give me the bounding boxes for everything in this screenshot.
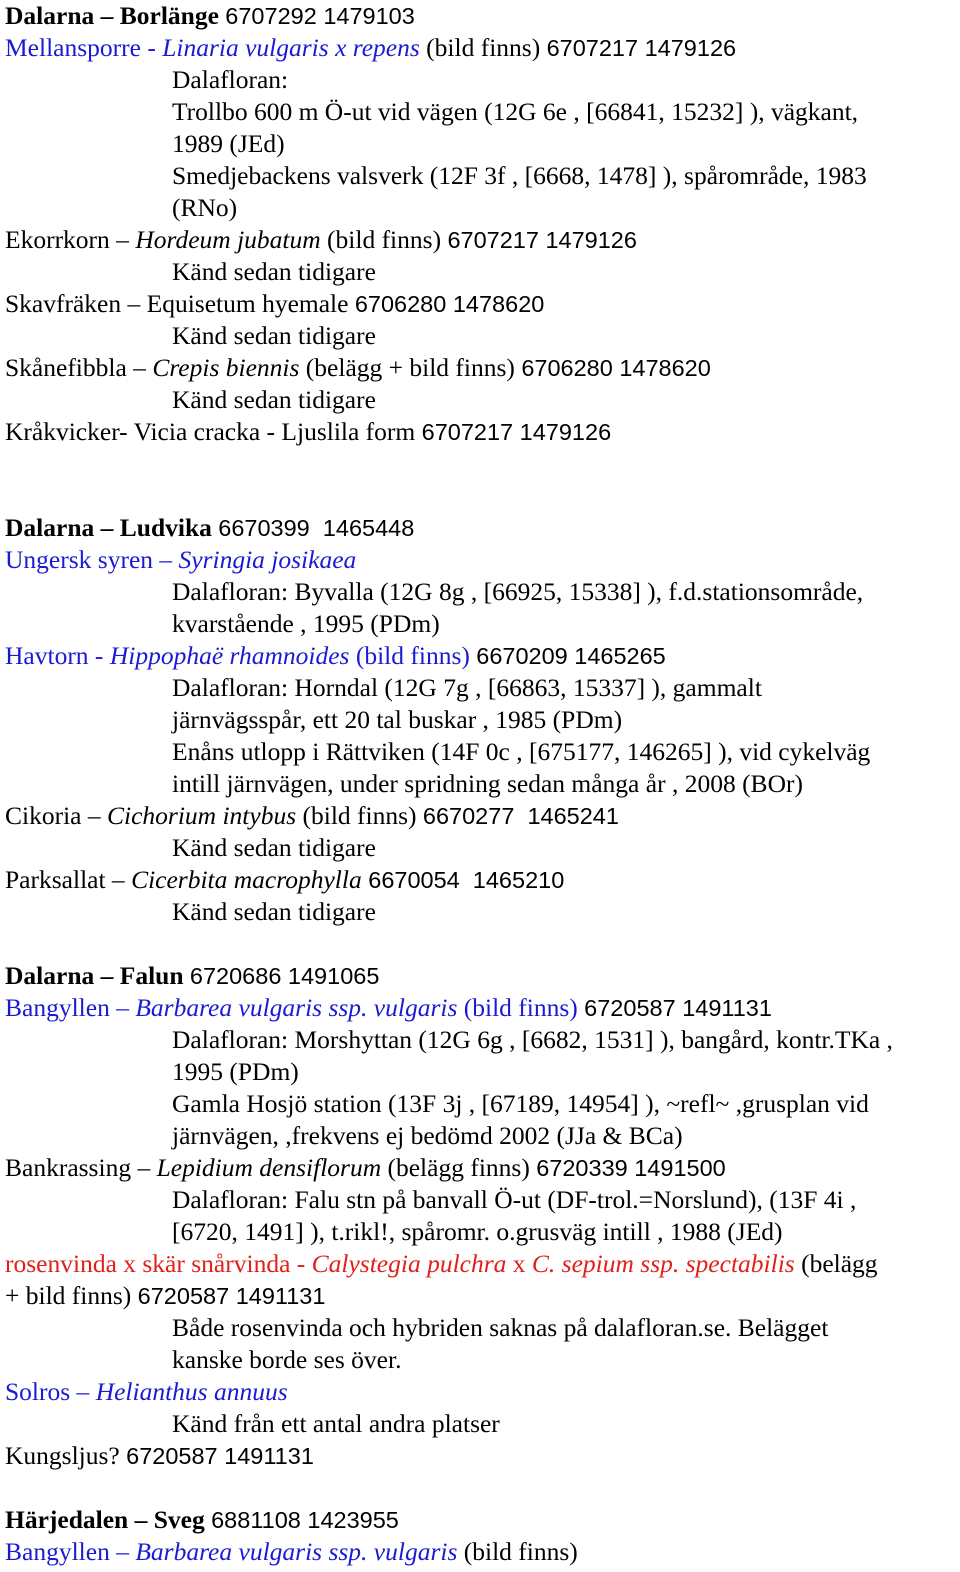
species-entry-rosenvinda-cont: + bild finns) 6720587 1491131 (5, 1281, 326, 1310)
species-entry-bankrassing: Bankrassing – Lepidium densiflorum (belägg finns) 6720339 1491500 (5, 1153, 726, 1182)
detail-line: Känd från ett antal andra platser (172, 1409, 500, 1438)
detail-line: Känd sedan tidigare (172, 385, 376, 414)
detail-line: Dalafloran: Morshyttan (12G 6g , [6682, 1531] ), bangård, kontr.TKa , (172, 1025, 893, 1054)
species-entry-parksallat: Parksallat – Cicerbita macrophylla 6670054 1465210 (5, 865, 565, 894)
detail-line: Gamla Hosjö station (13F 3j , [67189, 14954] ), ~refl~ ,grusplan vid (172, 1089, 869, 1118)
detail-line: Känd sedan tidigare (172, 833, 376, 862)
species-entry-rosenvinda: rosenvinda x skär snårvinda - Calystegia pulchra x C. sepium ssp. spectabilis (belägg (5, 1249, 878, 1278)
section-heading-sveg: Härjedalen – Sveg 6881108 1423955 (5, 1505, 399, 1534)
species-entry-mellansporre: Mellansporre - Linaria vulgaris x repens (bild finns) 6707217 1479126 (5, 33, 737, 62)
detail-line: Dalafloran: (172, 65, 289, 94)
detail-line: Känd sedan tidigare (172, 897, 376, 926)
detail-line: Dalafloran: Byvalla (12G 8g , [66925, 15338] ), f.d.stationsområde, (172, 577, 864, 606)
species-entry-cikoria: Cikoria – Cichorium intybus (bild finns) 6670277 1465241 (5, 801, 619, 830)
detail-line: Trollbo 600 m Ö-ut vid vägen (12G 6e , [66841, 15232] ), vägkant, (172, 97, 859, 126)
detail-line: 1989 (JEd) (172, 129, 285, 158)
detail-line: intill järnvägen, under spridning sedan många år , 2008 (BOr) (172, 769, 803, 798)
detail-line: Dalafloran: Falu stn på banvall Ö-ut (DF-trol.=Norslund), (13F 4i , (172, 1185, 857, 1214)
detail-line: [6720, 1491] ), t.rikl!, spåromr. o.grusväg intill , 1988 (JEd) (172, 1217, 783, 1246)
species-entry-skavfraken: Skavfräken – Equisetum hyemale 6706280 1478620 (5, 289, 545, 318)
detail-line: (RNo) (172, 193, 238, 222)
species-entry-ungersk-syren: Ungersk syren – Syringia josikaea (5, 545, 357, 574)
detail-line: 1995 (PDm) (172, 1057, 299, 1086)
species-entry-solros: Solros – Helianthus annuus (5, 1377, 288, 1406)
detail-line: Enåns utlopp i Rättviken (14F 0c , [675177, 146265] ), vid cykelväg (172, 737, 871, 766)
species-entry-bangyllen: Bangyllen – Barbarea vulgaris ssp. vulgaris (bild finns) 6720587 1491131 (5, 993, 772, 1022)
species-entry-havtorn: Havtorn - Hippophaë rhamnoides (bild finns) 6670209 1465265 (5, 641, 666, 670)
detail-line: Både rosenvinda och hybriden saknas på dalafloran.se. Belägget (172, 1313, 829, 1342)
section-heading-falun: Dalarna – Falun 6720686 1491065 (5, 961, 380, 990)
detail-line: järnvägsspår, ett 20 tal buskar , 1985 (PDm) (172, 705, 623, 734)
detail-line: kvarstående , 1995 (PDm) (172, 609, 440, 638)
section-heading-borlange: Dalarna – Borlänge 6707292 1479103 (5, 1, 415, 30)
section-heading-ludvika: Dalarna – Ludvika 6670399 1465448 (5, 513, 415, 542)
species-entry-krakvicker: Kråkvicker- Vicia cracka - Ljuslila form 6707217 1479126 (5, 417, 612, 446)
detail-line: järnvägen, ,frekvens ej bedömd 2002 (JJa & BCa) (172, 1121, 683, 1150)
species-entry-ekorrkorn: Ekorrkorn – Hordeum jubatum (bild finns) 6707217 1479126 (5, 225, 637, 254)
detail-line: Dalafloran: Horndal (12G 7g , [66863, 15337] ), gammalt (172, 673, 762, 702)
species-entry-skanefibbla: Skånefibbla – Crepis biennis (belägg + bild finns) 6706280 1478620 (5, 353, 711, 382)
detail-line: Känd sedan tidigare (172, 321, 376, 350)
species-entry-bangyllen-sveg: Bangyllen – Barbarea vulgaris ssp. vulgaris (bild finns) (5, 1537, 578, 1566)
detail-line: Känd sedan tidigare (172, 257, 376, 286)
species-entry-kungsljus: Kungsljus? 6720587 1491131 (5, 1441, 314, 1470)
detail-line: Smedjebackens valsverk (12F 3f , [6668, 1478] ), spårområde, 1983 (172, 161, 867, 190)
detail-line: kanske borde ses över. (172, 1345, 402, 1374)
